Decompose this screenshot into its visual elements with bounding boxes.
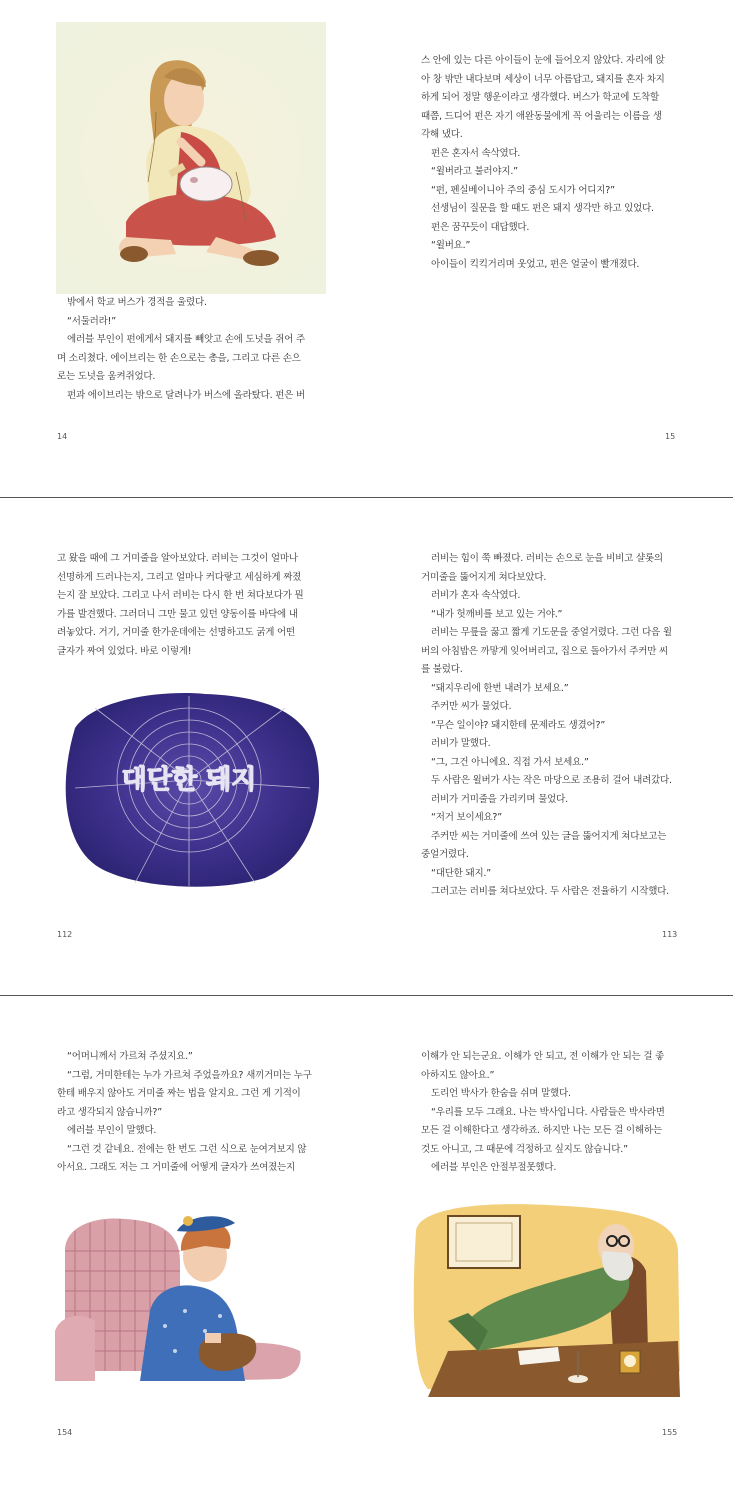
text-line: “우리를 모두 그래요. 나는 박사입니다. 사람들은 박사라면 <box>431 1106 665 1118</box>
text-line: 에러블 부인이 말했다. <box>67 1125 157 1136</box>
text-line: 도리언 박사가 한숨을 쉬며 말했다. <box>431 1088 571 1099</box>
text-line: 러비가 거미줄을 가리키며 물었다. <box>431 793 568 805</box>
text-line: 펀과 에이브리는 밖으로 달려나가 버스에 올라탔다. 펀은 버 <box>67 389 306 401</box>
text-line: 글자가 짜여 있었다. 바로 이렇게! <box>57 645 192 657</box>
text-line: 아서요. 그래도 저는 그 거미줄에 어떻게 글자가 쓰여졌는지 <box>57 1162 296 1173</box>
text-line: 는지 잘 보았다. 그리고 나서 러비는 다시 한 번 쳐다보다가 뭔 <box>57 590 304 601</box>
illustration-doctor-in-chair <box>408 1201 683 1397</box>
text-line: “펀, 펜실베이니아 주의 중심 도시가 어디지?” <box>431 184 615 196</box>
text-line: 려놓았다. 거기, 거미줄 한가운데에는 선명하고도 굵게 어떤 <box>57 627 296 638</box>
text-line: “무슨 일이야? 돼지한테 문제라도 생겼어?” <box>431 719 606 731</box>
page-number-left: 14 <box>57 432 68 441</box>
text-line: “그, 그건 아니에요. 직접 가서 보세요.” <box>431 756 589 768</box>
text-line: “내가 헛깨비를 보고 있는 거야.” <box>431 608 563 620</box>
text-line: 두 사람은 윌버가 사는 작은 마당으로 조용히 걸어 내려갔다. <box>431 775 672 786</box>
page-number-left: 112 <box>57 930 73 939</box>
text-line: 에러블 부인이 펀에게서 돼지를 빼앗고 손에 도넛을 쥐어 주 <box>67 334 306 345</box>
text-line: 로는 도넛을 움켜쥐었다. <box>57 371 156 382</box>
text-block-page-154 <box>57 1048 319 1178</box>
text-line: 선명하게 드러나는지, 그리고 얼마나 커다랗고 세심하게 짜졌 <box>57 571 302 583</box>
text-line: “그럼, 거미한테는 누가 가르쳐 주었을까요? 새끼거미는 누구 <box>67 1069 312 1081</box>
text-block-page-155 <box>421 1048 683 1178</box>
text-line: 러비가 혼자 속삭였다. <box>431 590 521 601</box>
text-line: “윌버요.” <box>431 240 471 251</box>
text-line: “대단한 돼지.” <box>431 867 491 879</box>
text-line: “윌버라고 불러야지.” <box>431 166 518 177</box>
text-line: 버의 아침밥은 까맣게 잊어버리고, 집으로 돌아가서 주커만 씨 <box>421 645 668 657</box>
text-line: 때쯤, 드디어 펀은 자기 애완동물에게 꼭 어울리는 이름을 생 <box>421 110 662 122</box>
text-line: 주커만 씨는 거미줄에 쓰여 있는 글을 뚫어지게 쳐다보고는 <box>431 830 667 842</box>
illustration-girl-with-pig <box>56 22 326 294</box>
text-line: “어머니께서 가르쳐 주셨지요.” <box>67 1051 193 1062</box>
text-block-page-14 <box>57 294 315 405</box>
text-line: 선생님이 질문을 할 때도 펀은 돼지 생각만 하고 있었다. <box>431 203 654 214</box>
text-line: 러비는 무릎을 꿇고 짧게 기도문을 중얼거렸다. 그런 다음 윌 <box>431 627 672 638</box>
web-text: 대단한 돼지 <box>121 765 257 795</box>
text-line: 아하지도 않아요.” <box>421 1069 495 1081</box>
text-line: 것도 아니고, 그 때문에 걱정하고 싶지도 않습니다.” <box>421 1143 628 1155</box>
text-line: 라고 생각되지 않습니까?” <box>57 1106 162 1118</box>
text-line: 펀은 혼자서 속삭였다. <box>431 147 521 159</box>
text-line: 모든 걸 이해한다고 생각하죠. 하지만 나는 모든 걸 이해하는 <box>421 1125 662 1136</box>
text-line: 스 안에 있는 다른 아이들이 눈에 들어오지 않았다. 자리에 앉 <box>421 55 665 66</box>
text-line: “저거 보이세요?” <box>431 812 502 823</box>
text-line: 에러블 부인은 안절부절못했다. <box>431 1162 557 1173</box>
text-line: 아 창 밖만 내다보며 세상이 너무 아름답고, 돼지를 혼자 차지 <box>421 73 665 85</box>
text-line: 러비는 힘이 쭉 빠졌다. 러비는 손으로 눈을 비비고 샬롯의 <box>431 553 663 564</box>
text-line: 아이들이 킥킥거리며 웃었고, 펀은 얼굴이 빨개졌다. <box>431 258 640 270</box>
page-number-left: 154 <box>57 1428 73 1437</box>
text-line: 가를 발견했다. 그러더니 그만 물고 있던 양동이를 바닥에 내 <box>57 608 298 620</box>
text-line: 러비가 말했다. <box>431 738 491 749</box>
spread-pages-14-15 <box>0 0 733 497</box>
spread-pages-154-155 <box>0 996 733 1493</box>
text-line: 고 왔을 때에 그 거미줄을 알아보았다. 러비는 그것이 얼마나 <box>57 553 298 564</box>
text-block-page-15 <box>421 52 683 274</box>
text-line: 주커만 씨가 물었다. <box>431 701 512 712</box>
page-number-right: 15 <box>665 432 676 441</box>
page-number-right: 155 <box>662 1428 678 1437</box>
text-line: 거미줄을 뚫어지게 쳐다보았다. <box>421 571 547 583</box>
text-block-page-113 <box>421 550 685 902</box>
text-line: 이해가 안 되는군요. 이해가 안 되고, 전 이해가 안 되는 걸 좋 <box>421 1051 665 1062</box>
text-line: “서둘러라!” <box>67 315 116 327</box>
text-line: 하게 되어 정말 행운이라고 생각했다. 버스가 학교에 도착할 <box>421 92 660 103</box>
text-line: 며 소리쳤다. 에이브리는 한 손으로는 총을, 그리고 다른 손으 <box>57 352 301 364</box>
illustration-woman-in-armchair <box>55 1211 305 1386</box>
text-line: 그러고는 러비를 쳐다보았다. 두 사람은 전율하기 시작했다. <box>431 886 670 897</box>
text-line: 중얼거렸다. <box>421 849 469 860</box>
text-block-page-112 <box>57 550 319 661</box>
page-number-right: 113 <box>662 930 678 939</box>
text-line: 펀은 꿈꾸듯이 대답했다. <box>431 221 530 233</box>
text-line: “그런 것 같네요. 전에는 한 번도 그런 식으로 눈여겨보지 않 <box>67 1143 307 1155</box>
text-line: 밖에서 학교 버스가 경적을 울렸다. <box>67 297 207 308</box>
spread-pages-112-113 <box>0 498 733 995</box>
text-line: 한테 배우지 않아도 거미줄 짜는 법을 알지요. 그런 게 기적이 <box>57 1088 301 1099</box>
text-line: 각해 냈다. <box>421 129 463 140</box>
text-line: 를 불렀다. <box>421 664 463 675</box>
text-line: “돼지우리에 한번 내려가 보세요.” <box>431 682 569 694</box>
illustration-spider-web <box>55 688 325 890</box>
